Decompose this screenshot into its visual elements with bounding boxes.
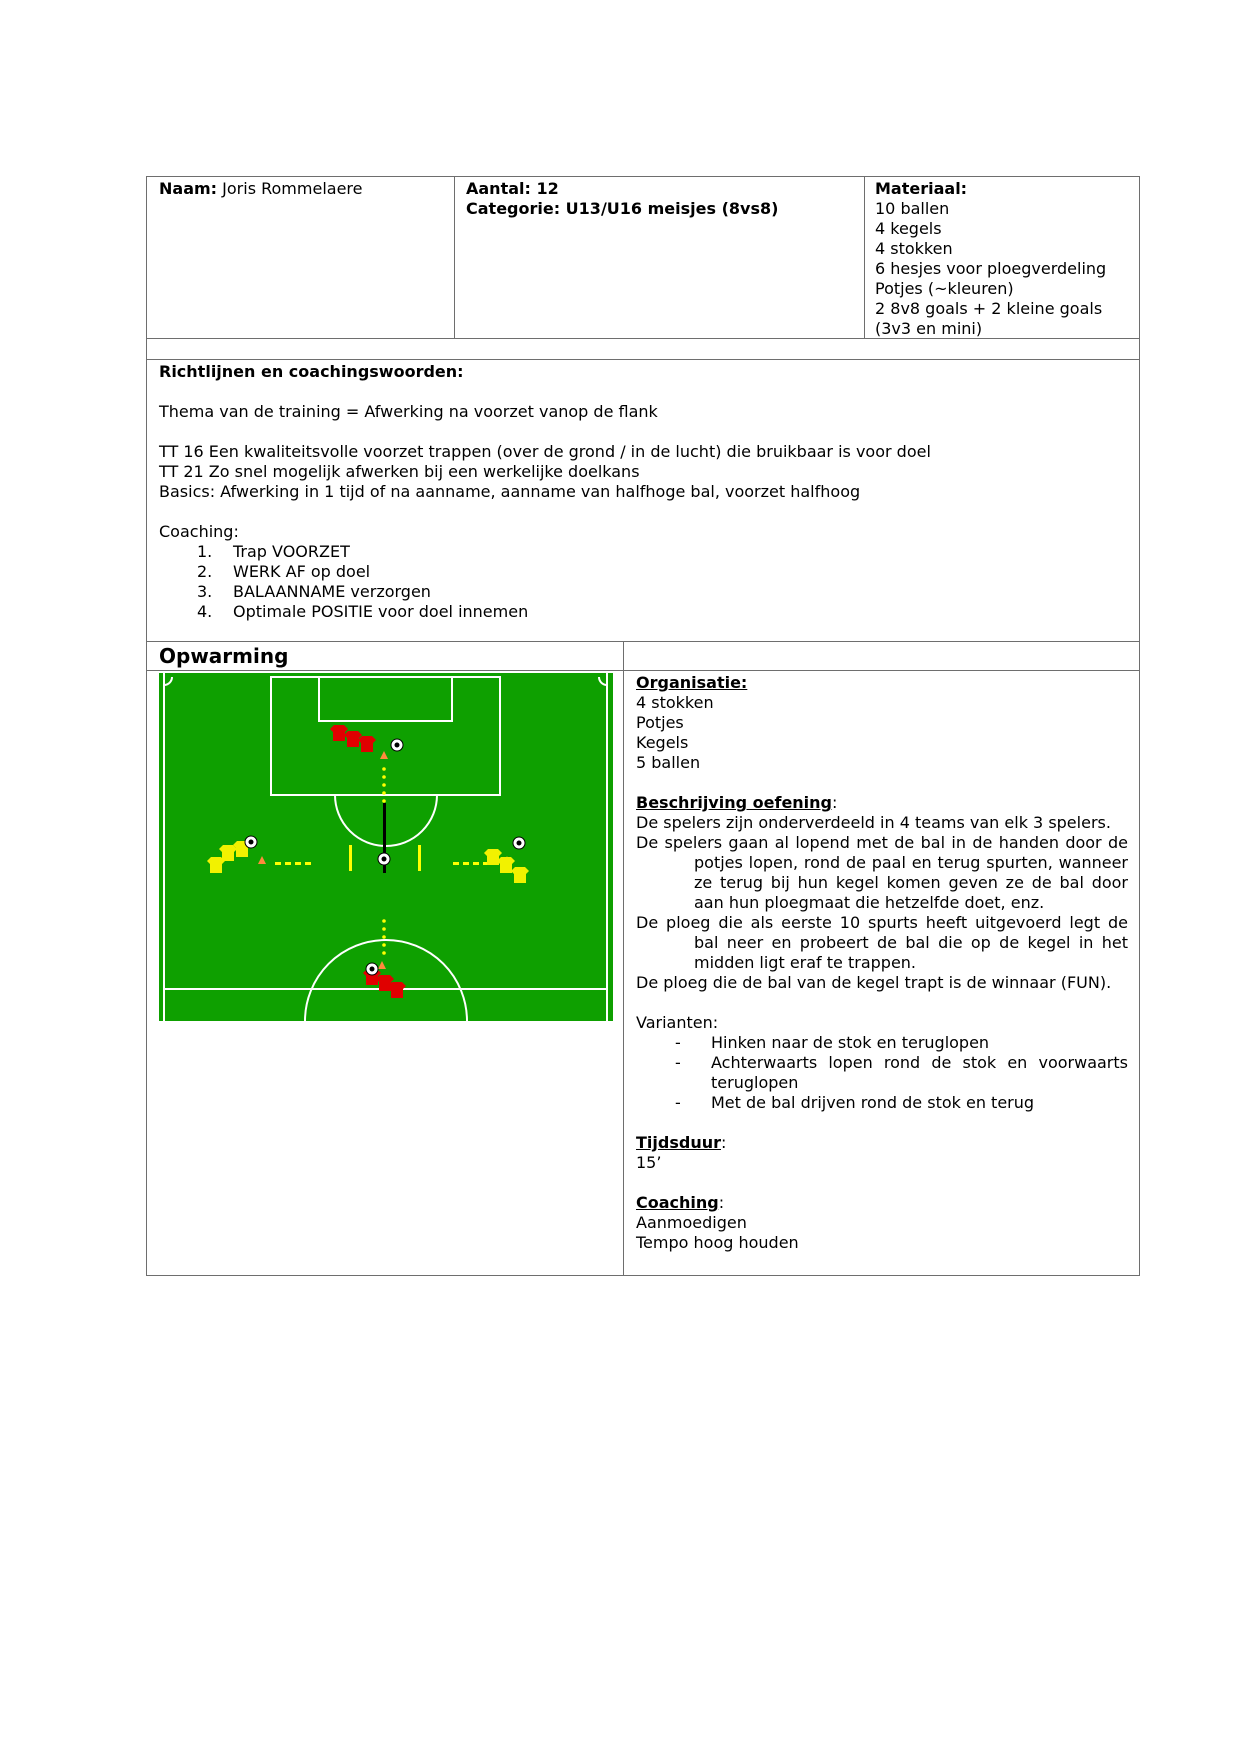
basics-line: Basics: Afwerking in 1 tijd of na aanname, aanname van halfhoge bal, voorzet halfhoog (159, 482, 861, 501)
tijdsduur-heading (636, 1133, 726, 1153)
opwarming-title-right-cell (623, 641, 1140, 671)
naam-value: Joris Rommelaere (222, 179, 363, 198)
pitch-diagram (159, 673, 613, 1021)
categorie-label: Categorie: U13/U16 meisjes (8vs8) (466, 199, 779, 218)
varianten-dash: - (675, 1093, 681, 1112)
coaching-item: Optimale POSITIE voor doel innemen (233, 602, 529, 621)
beschrijving-heading (636, 793, 837, 813)
varianten-dash: - (675, 1053, 681, 1072)
header-aantal-cell (454, 176, 865, 339)
tt21-line: TT 21 Zo snel mogelijk afwerken bij een werkelijke doelkans (159, 462, 640, 481)
tijdsduur-value: 15’ (636, 1153, 662, 1172)
coaching-item: BALAANNAME verzorgen (233, 582, 431, 601)
materiaal-item: 4 kegels (875, 219, 942, 238)
varianten-label: Varianten: (636, 1013, 719, 1032)
beschrijving-paragraph: De ploeg die als eerste 10 spurts heeft uitgevoerd legt de (636, 913, 1128, 932)
organisatie-label: Organisatie: (636, 673, 748, 692)
coaching-num: 2. (197, 562, 213, 581)
naam-line (159, 179, 362, 199)
varianten-item: Met de bal drijven rond de stok en terug (711, 1093, 1035, 1112)
opwarming-coaching-heading (636, 1193, 724, 1213)
opwarming-coaching-item: Tempo hoog houden (636, 1233, 799, 1252)
header-materiaal-cell (864, 176, 1140, 339)
beschrijving-paragraph: De ploeg die de bal van de kegel trapt is de winnaar (FUN). (636, 973, 1112, 992)
organisatie-item: 4 stokken (636, 693, 714, 712)
coaching-num: 1. (197, 542, 213, 561)
spacer-row (146, 338, 1140, 360)
beschrijving-paragraph: De spelers gaan al lopend met de bal in de handen door de (636, 833, 1128, 852)
varianten-dash: - (675, 1033, 681, 1052)
thema-line: Thema van de training = Afwerking na voorzet vanop de flank (159, 402, 658, 421)
coaching-num: 4. (197, 602, 213, 621)
naam-label: Naam: (159, 179, 218, 198)
organisatie-item: Kegels (636, 733, 689, 752)
beschrijving-paragraph: bal neer en probeert de bal die op de kegel in het midden ligt eraf te trappen. (694, 933, 1128, 972)
opwarming-title-cell (146, 641, 624, 671)
opwarming-coaching-label: Coaching (636, 1193, 719, 1212)
aantal-label: Aantal: 12 (466, 179, 559, 198)
varianten-item: Achterwaarts lopen rond de stok en voorwaarts teruglopen (711, 1053, 1128, 1092)
header-naam-cell (146, 176, 455, 339)
materiaal-item: Potjes (~kleuren) (875, 279, 1014, 298)
varianten-item: Hinken naar de stok en teruglopen (711, 1033, 990, 1052)
tijdsduur-colon: : (720, 1133, 727, 1152)
tt16-line: TT 16 Een kwaliteitsvolle voorzet trappen (over de grond / in de lucht) die bruikbaar is voor doel (159, 442, 931, 461)
coaching-label: Coaching: (159, 522, 239, 541)
materiaal-item: 10 ballen (875, 199, 950, 218)
materiaal-item: 4 stokken (875, 239, 953, 258)
description-cell (623, 670, 1140, 1276)
organisatie-item: 5 ballen (636, 753, 701, 772)
coaching-num: 3. (197, 582, 213, 601)
beschrijving-paragraph: potjes lopen, rond de paal en terug spurten, wanneer ze terug bij hun kegel komen geven ze de bal door aan hun ploegmaat die hetzelfde doet, enz. (694, 853, 1128, 912)
opwarming-coaching-item: Aanmoedigen (636, 1213, 747, 1232)
materiaal-item: (3v3 en mini) (875, 319, 983, 338)
coaching-item: Trap VOORZET (233, 542, 350, 561)
diagram-cell (146, 670, 624, 1276)
opwarming-coaching-colon: : (718, 1193, 725, 1212)
organisatie-item: Potjes (636, 713, 684, 732)
materiaal-item: 6 hesjes voor ploegverdeling (875, 259, 1107, 278)
materiaal-label: Materiaal: (875, 179, 968, 198)
richtlijnen-cell (146, 359, 1140, 642)
beschrijving-label: Beschrijving oefening (636, 793, 833, 812)
materiaal-item: 2 8v8 goals + 2 kleine goals (875, 299, 1103, 318)
beschrijving-colon: : (832, 793, 838, 812)
opwarming-title: Opwarming (159, 644, 289, 668)
tijdsduur-label: Tijdsduur (636, 1133, 721, 1152)
richtlijnen-heading: Richtlijnen en coachingswoorden: (159, 362, 464, 381)
coaching-item: WERK AF op doel (233, 562, 371, 581)
beschrijving-paragraph: De spelers zijn onderverdeeld in 4 teams van elk 3 spelers. (636, 813, 1111, 832)
